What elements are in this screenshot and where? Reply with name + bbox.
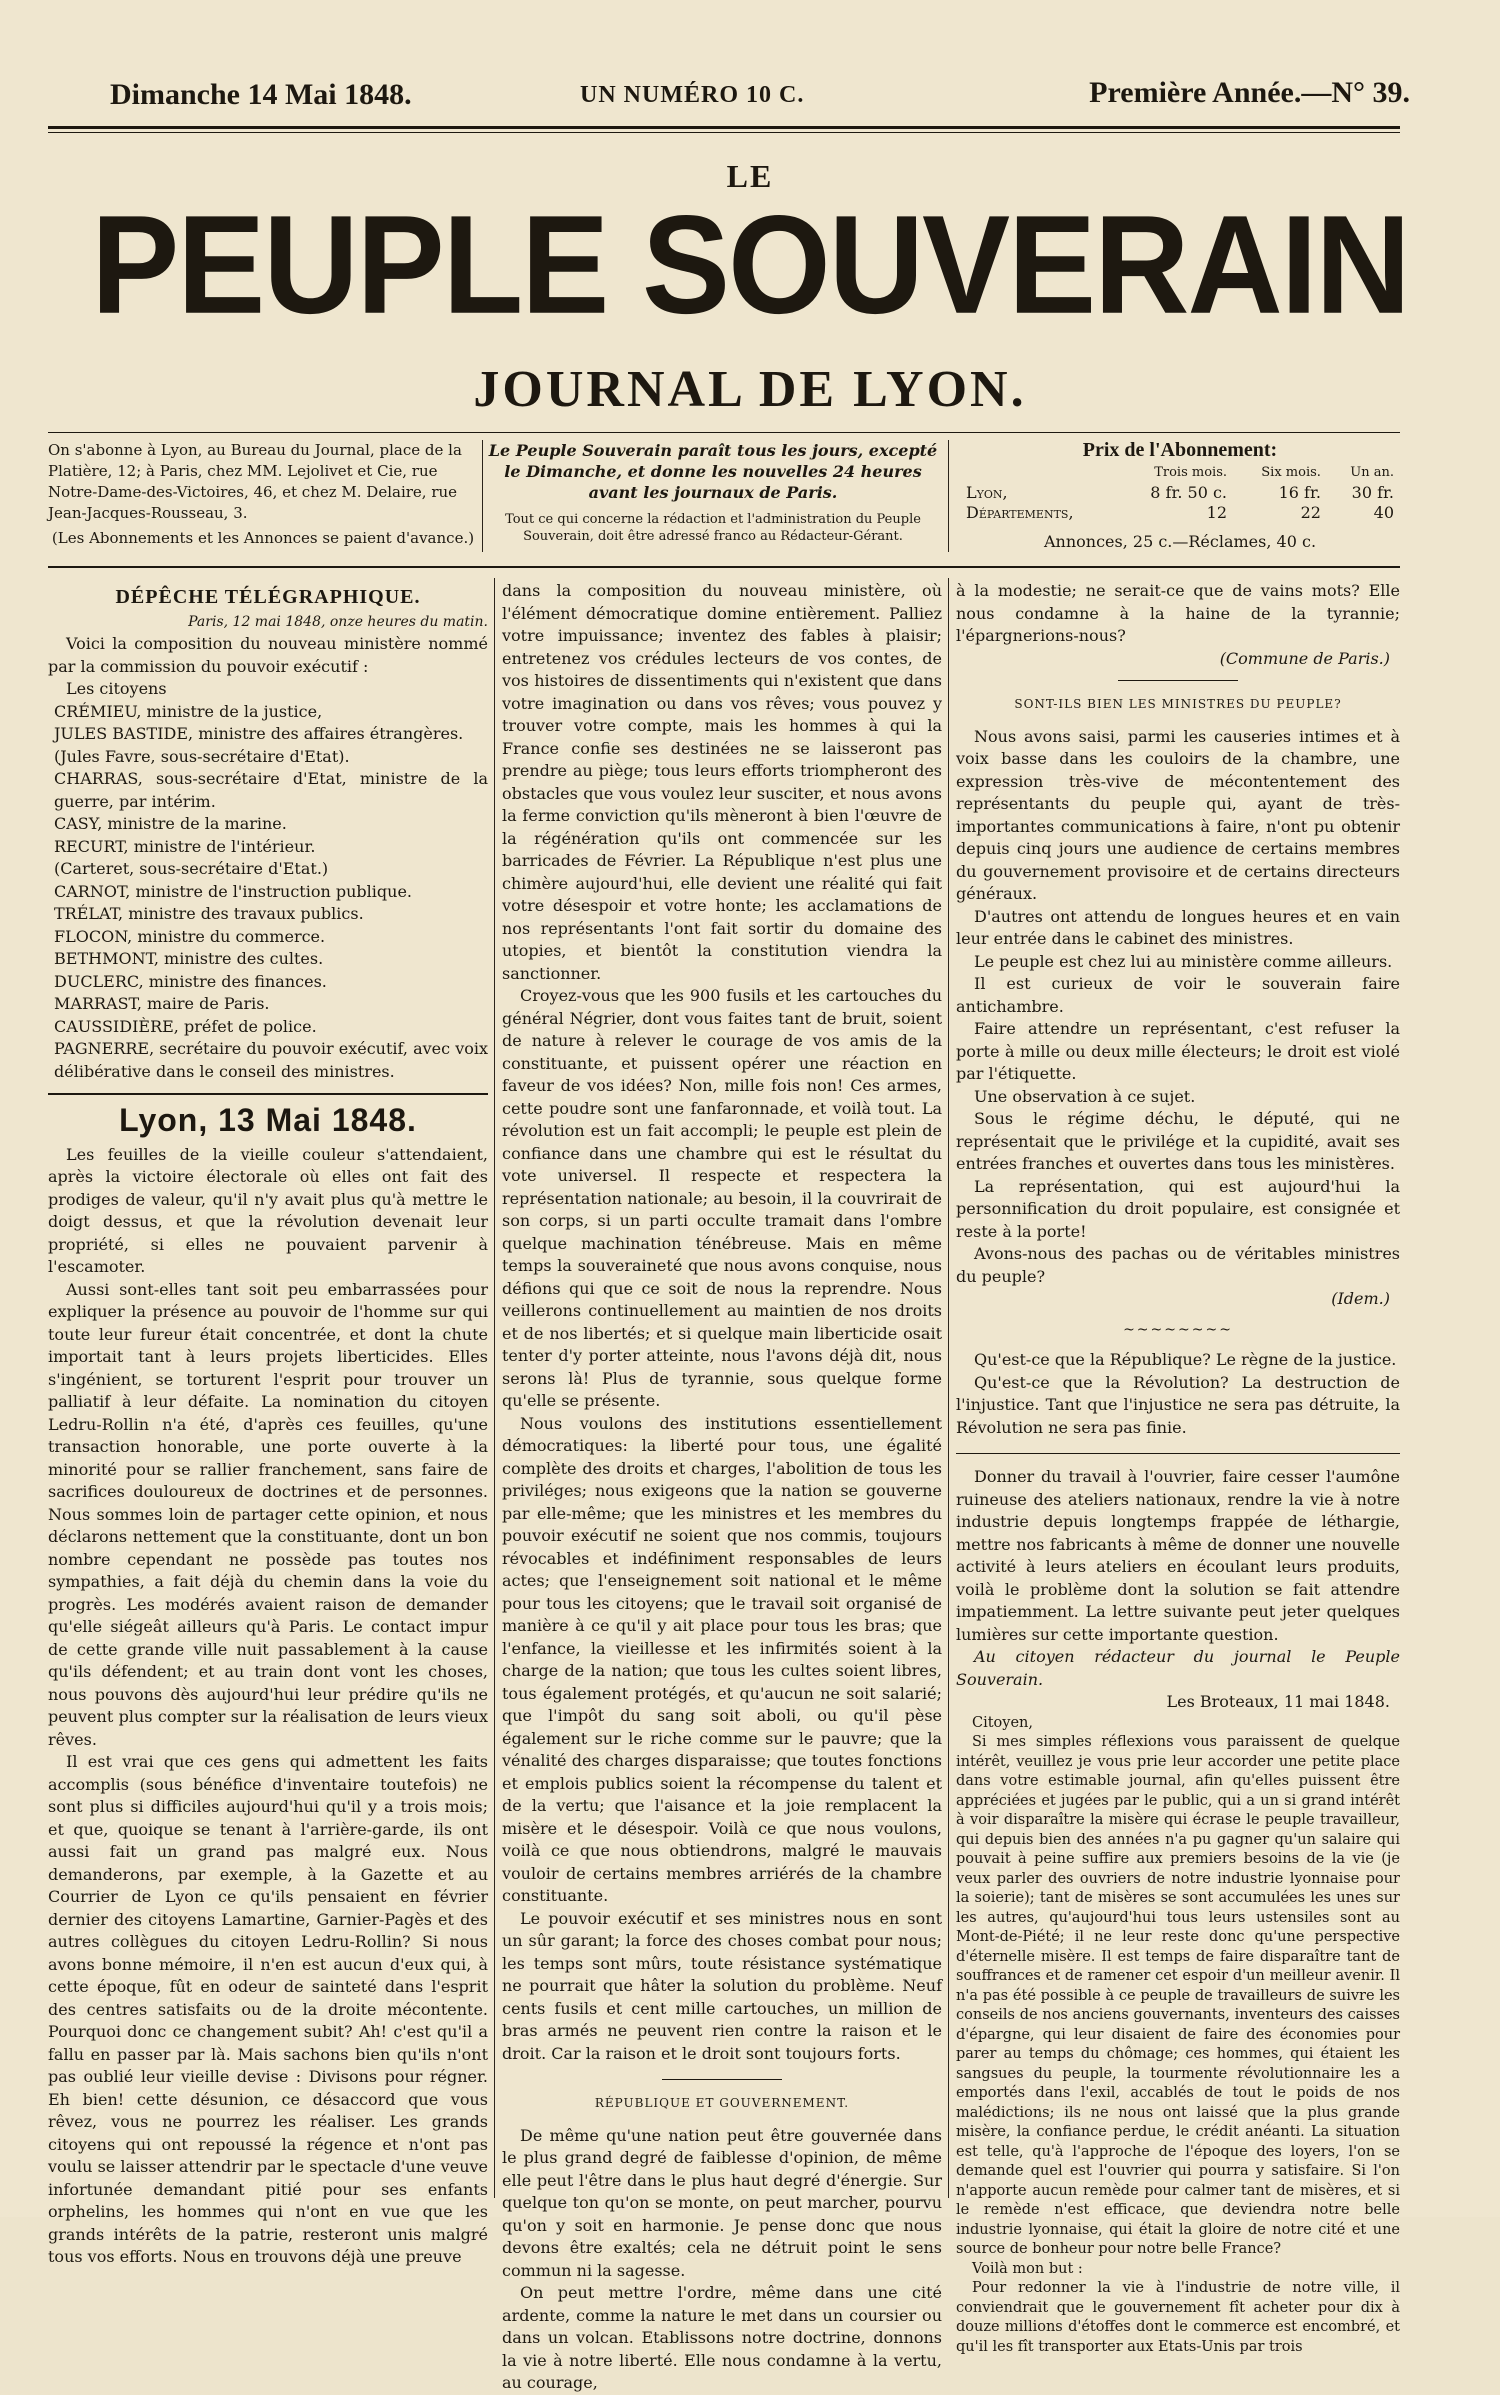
price-table-header <box>960 463 1400 483</box>
period-1y: Un an. <box>1350 465 1394 480</box>
dispatch-intro: Voici la composition du nouveau ministère nommé par la commission du pouvoir exécutif : <box>48 634 488 676</box>
list-item: CAUSSIDIÈRE, préfet de police. <box>54 1016 317 1036</box>
list-item: CHARRAS, sous-secrétaire d'Etat, ministre de la guerre, par intérim. <box>54 769 488 811</box>
publication-notice <box>488 440 938 545</box>
list-item: FLOCON, ministre du commerce. <box>54 926 326 946</box>
section-rule <box>956 1453 1400 1454</box>
issue-date: Dimanche 14 Mai 1848. <box>110 78 412 111</box>
column-divider-1 <box>494 578 495 2198</box>
letter-paragraph: Si mes simples réflexions vous paraissent de quelque intérêt, veuillez je vous prie leur accorder une petite place dans votre estimable journal, afin qu'elles puissent être appréciées et jugées par le public, qui a un si grand intérêt à voir disparaître la misère qui écrase le peuple travailleur, qui depuis bien des années n'a pu gagner qu'un salaire qui pouvait à peine suffire aux premiers besoins de la vie (je veux parler des ouvriers de notre industrie lyonnaise pour la soierie); tant de misères se sont accumulées les unes sur les autres, qu'aujourd'hui tous leurs ustensiles sont au Mont-de-Piété; il ne leur reste donc qu'une perspective d'éternelle misère. Il est temps de faire disparaître tant de souffrances et de ramener cet espoir d'un meilleur avenir. Il n'a pas été possible à ce peuple de travailleurs de suivre les conseils de nos anciens gouvernants, inventeurs des caisses d'épargne, qui leur disaient de faire des économies pour parer au temps du chômage; ces hommes, qui étaient les sangsues du peuple, la tourmente révolutionnaire les a emportés dans l'exil, accablés de tout le poids de nos malédictions; ils ne nous ont laissé que la plus grande misère, la confiance perdue, le crédit anéanti. La situation est telle, qu'à l'approche de l'époque des loyers, l'on se demande quel est l'ouvrier qui pourra y satisfaire. Si l'on n'apporte aucun remède pour calmer tant de misères, et si le remède n'est efficace, que deviendra notre belle industrie lyonnaise, qui était la gloire de notre cité et une source de bonheur pour notre belle France? <box>956 1734 1400 2257</box>
letter-salutation: Citoyen, <box>972 1714 1034 1731</box>
info-divider-2 <box>948 440 949 552</box>
article-paragraph: Le peuple est chez lui au ministère comme ailleurs. <box>974 951 1393 971</box>
editorial-address: Tout ce qui concerne la rédaction et l'administration du Peuple Souverain, doit être adressé franco au Rédacteur-Gérant. <box>505 512 921 544</box>
article-paragraph: Il est curieux de voir le souverain faire antichambre. <box>956 974 1400 1016</box>
period-3m: Trois mois. <box>1154 465 1228 480</box>
issue-price: UN NUMÉRO 10 C. <box>580 82 805 108</box>
list-item: RECURT, ministre de l'intérieur. <box>54 836 316 856</box>
price-heading: Prix de l'Abonnement: <box>1082 439 1278 461</box>
issue-number: Première Année.—N° 39. <box>1089 76 1410 109</box>
list-item: TRÉLAT, ministre des travaux publics. <box>54 904 364 923</box>
article-paragraph: Sous le régime déchu, le député, qui ne représentait que le privilége et la cupidité, avait ses entrées franches et ouvertes dans tous les ministères. <box>956 1109 1400 1173</box>
masthead-rule-top-thin <box>48 132 1400 133</box>
article-paragraph: On peut mettre l'ordre, même dans une cité ardente, comme la nature le met dans un coursier ou dans un volcan. Etablissons notre doctrine, donnons la vie à notre liberté. Elle nous condamne à la vertu, au courage, <box>502 2283 942 2392</box>
list-item: PAGNERRE, secrétaire du pouvoir exécutif, avec voix délibérative dans le conseil des ministres. <box>54 1039 488 1081</box>
quote-line: Qu'est-ce que la Révolution? La destruction de l'injustice. Tant que l'injustice ne sera pas détruite, la Révolution ne sera pas finie. <box>956 1372 1400 1437</box>
list-item: CASY, ministre de la marine. <box>54 814 287 833</box>
lyon-dateline: Lyon, 13 Mai 1848. <box>119 1102 417 1138</box>
section-heading: SONT-ILS BIEN LES MINISTRES DU PEUPLE? <box>1014 697 1342 711</box>
masthead-rule-top <box>48 126 1400 129</box>
article-paragraph: Avons-nous des pachas ou de véritables ministres du peuple? <box>956 1244 1400 1286</box>
source-citation: (Idem.) <box>1331 1289 1390 1308</box>
subscription-info <box>48 440 478 549</box>
info-divider-1 <box>482 440 483 552</box>
list-item: MARRAST, maire de Paris. <box>54 994 270 1013</box>
dispatch-title: DÉPÊCHE TÉLÉGRAPHIQUE. <box>115 586 421 608</box>
dispatch-citizens: Les citoyens <box>66 679 167 698</box>
letter-date: Les Broteaux, 11 mai 1848. <box>1166 1692 1390 1711</box>
article-paragraph: Le pouvoir exécutif et ses ministres nous en sont un sûr garant; la force des choses combat pour nous; les temps sont mûrs, toute résistance systématique ne pourrait que hâter la solution du problème. Neuf cents fusils et cent mille cartouches, un million de bras armés ne peuvent rien contre la raison et le droit. Car la raison et le droit sont toujours forts. <box>502 1908 942 2063</box>
article-paragraph: Nous avons saisi, parmi les causeries intimes et à voix basse dans les couloirs de la chambre, une expression très-vive de mécontentement des représentants du peuple qui, ayant de très-importantes communications à faire, n'ont pu obtenir depuis cinq jours une audience de certains membres du gouvernement provisoire et de certains directeurs généraux. <box>956 726 1400 903</box>
letter-body <box>956 1714 1400 2358</box>
section-rule <box>48 1093 488 1095</box>
price-row-departements: Départements, 12 22 40 <box>966 503 1394 522</box>
article-paragraph: Aussi sont-elles tant soit peu embarrassées pour expliquer la présence au pouvoir de l'homme sur qui toute leur fureur était concentrée, et dont la chute importait tant à leurs projets liberticides. Elles s'ingénient, se torturent l'esprit pour trouver un palliatif à leur défaite. La nomination du citoyen Ledru-Rollin n'a été, d'après ces feuilles, qu'une transaction honorable, une porte ouverte à la minorité pour se rallier franchement, sans faire de sacrifices douloureux de doctrines et de personnes. Nous sommes loin de partager cette opinion, et nous déclarons nettement que la constituante, dont un bon nombre cependant ne possède pas toutes nos sympathies, a fait déjà du chemin dans la voie du progrès. Les modérés avaient raison de demander qu'elle siégeât ailleurs qu'à Paris. Le contact impur de cette grande ville nuit passablement à la cause qu'ils défendent; et au train dont vont les choses, nous pouvons dès aujourd'hui leur prédire qu'ils ne peuvent plus compter sur la réalisation de leurs vieux rêves. <box>48 1279 488 1749</box>
price-row-lyon: Lyon, 8 fr. 50 c. 16 fr. 30 fr. <box>966 483 1394 502</box>
column-divider-2 <box>948 578 949 2198</box>
list-item: (Jules Favre, sous-secrétaire d'Etat). <box>54 746 350 766</box>
article-paragraph: D'autres ont attendu de longues heures et en vain leur entrée dans le cabinet des ministres. <box>956 906 1400 948</box>
price-table <box>960 463 1400 523</box>
list-item: CARNOT, ministre de l'instruction publique. <box>54 881 412 901</box>
article-paragraph: Faire attendre un représentant, c'est refuser la porte à mille ou deux mille électeurs; le droit est violé par l'étiquette. <box>956 1019 1400 1083</box>
column-3 <box>956 580 1400 2357</box>
newspaper-subtitle: JOURNAL DE LYON. <box>473 361 1027 418</box>
subscription-prices <box>960 440 1400 552</box>
section-rule <box>1118 680 1238 681</box>
article-paragraph: dans la composition du nouveau ministère, où l'élément démocratique domine entièrement. Palliez votre impuissance; inventez des fables à plaisir; entretenez vos crédules lecteurs de vos contes, de vos histoires de dissentiments qui n'existent que dans votre imagination ou dans vos rêves; vous pouvez y trouver votre compte, mais les hommes à qui la France confie ses destinées ne se laisseront pas prendre au piège; tous leurs efforts triompheront des obstacles que vous voulez leur susciter, et nous avons la ferme conviction qu'ils mèneront à bien l'œuvre de la régénération qu'ils ont commencée sur les barricades de Février. La République n'est plus une chimère aujourd'hui, elle devient une réalité qui fait votre désespoir et votre honte; les acclamations de nos représentants l'ont fait sortir du domaine des utopies, et bientôt la constitution viendra la sanctionner. <box>502 581 942 983</box>
article-paragraph: Les feuilles de la vieille couleur s'attendaient, après la victoire électorale où elles ont fait des prodiges de valeur, qu'il n'y avait plus qu'à mettre le doigt dessus, et que la révolution devenait leur propriété, si elles ne pouvaient parvenir à l'escamoter. <box>48 1144 488 1276</box>
article-paragraph: à la modestie; ne serait-ce que de vains mots? Elle nous condamne à la haine de la tyrannie; l'épargnerions-nous? <box>956 581 1400 645</box>
article-paragraph: Donner du travail à l'ouvrier, faire cesser l'aumône ruineuse des ateliers nationaux, rendre la vie à notre industrie depuis longtemps frappée de léthargie, mettre nos fabricants à même de donner une nouvelle activité à leurs ateliers en écoulant leurs produits, voilà le problème dont la solution se fait attendre impatiemment. La lettre suivante peut jeter quelques lumières sur cette importante question. <box>956 1467 1400 1644</box>
letter-paragraph: Pour redonner la vie à l'industrie de notre ville, il conviendrait que le gouvernement fît acheter pour dix à douze millions d'étoffes dont le commerce est encombré, et qu'il les fît transporter aux Etats-Unis par trois <box>956 2280 1400 2355</box>
payment-note: (Les Abonnements et les Annonces se paient d'avance.) <box>51 529 475 547</box>
list-item: DUCLERC, ministre des finances. <box>54 971 327 991</box>
list-item: CRÉMIEU, ministre de la justice, <box>54 701 323 721</box>
info-rule-bottom <box>48 566 1400 568</box>
article-paragraph: Nous voulons des institutions essentiellement démocratiques: la liberté pour tous, une égalité complète des droits et charges, l'abolition de tous les priviléges; nous exigeons que la nation se gouverne par elle-même; que les ministres et les membres du pouvoir exécutif ne soient que nos commis, toujours révocables et indéfiniment responsables de leurs actes; que l'enseignement soit national et le même pour tous les citoyens; que le travail soit organisé de manière à ce qu'il y ait place pour tous les bras; que l'enfance, la vieillesse et les infirmités soient à la charge de la nation; que tous les cultes soient libres, tous également protégés, et qu'aucun ne soit salarié; que l'impôt du sang soit aboli, ou qu'il pèse également sur le riche comme sur le pauvre; que la vénalité des charges disparaisse; que toutes fonctions et emplois publics soient la récompense du talent et de la vertu; que l'aisance et la joie remplacent la misère et le désespoir. Voilà ce que nous voulons, voilà ce que nous obtiendrons, malgré le mauvais vouloir de certains membres arriérés de la chambre constituante. <box>502 1413 942 1905</box>
letter-heading: Au citoyen rédacteur du journal le Peuple Souverain. <box>956 1647 1400 1689</box>
info-rule-top <box>48 432 1400 433</box>
quote-line: Qu'est-ce que la République? Le règne de la justice. <box>974 1350 1397 1369</box>
article-paragraph: La représentation, qui est aujourd'hui la personnification du droit populaire, est consignée et reste à la porte! <box>956 1176 1400 1241</box>
masthead-top-line <box>110 72 1410 112</box>
ornament-divider: ~~~~~~~~ <box>1123 1321 1233 1338</box>
list-item: JULES BASTIDE, ministre des affaires étrangères. <box>54 724 464 743</box>
newspaper-title: PEUPLE SOUVERAIN <box>91 186 1409 343</box>
section-rule <box>662 2079 782 2080</box>
article-paragraph: Une observation à ce sujet. <box>974 1086 1196 1106</box>
source-citation: (Commune de Paris.) <box>1219 648 1390 668</box>
article-paragraph: De même qu'une nation peut être gouvernée dans le plus grand degré de faiblesse d'opinion, de même elle peut l'être dans le plus haut degré d'énergie. Sur quelque ton qu'on se monte, on peut marcher, pourvu qu'on y soit en harmonie. Je pense donc que nous devons être exaltés; cela ne détruit point le sens commun ni la sagesse. <box>502 2125 942 2280</box>
section-heading: RÉPUBLIQUE ET GOUVERNEMENT. <box>594 2096 850 2110</box>
column-2 <box>502 580 942 2395</box>
publication-schedule: Le Peuple Souverain paraît tous les jours, excepté le Dimanche, et donne les nouvelles 24 heures avant les journaux de Paris. <box>488 441 938 502</box>
ministers-list <box>48 701 488 1084</box>
subscription-text: On s'abonne à Lyon, au Bureau du Journal, place de la Platière, 12; à Paris, chez MM. Lejolivet et Cie, rue Notre-Dame-des-Victoires, 46, et chez M. Delaire, rue Jean-Jacques-Rousseau, 3. <box>48 441 462 522</box>
dispatch-date: Paris, 12 mai 1848, onze heures du matin. <box>188 613 488 630</box>
article-paragraph: Il est vrai que ces gens qui admettent les faits accomplis (sous bénéfice d'inventaire toutefois) ne sont plus si difficiles aujourd'hui qu'il y a trois mois; et que, quoique se tenant à l'arrière-garde, ils ont aussi fait un grand pas malgré eux. Nous demanderons, par exemple, à la Gazette et au Courrier de Lyon ce qu'ils pensaient en février dernier des citoyens Lamartine, Garnier-Pagès et des autres collègues du citoyen Ledru-Rollin? Si nous avons bonne mémoire, il n'en est aucun d'eux qui, à cette époque, fût en odeur de sainteté dans l'esprit des centres satisfaits ou de la droite mécontente. Pourquoi donc ce changement subit? Ah! c'est qu'il a fallu en passer par là. Mais sachons bien qu'ils n'ont pas oublié leur vieille devise : Divisons pour régner. Eh bien! cette désunion, ce désaccord que vous rêvez, vous ne pourrez les réaliser. Les grands citoyens qui ont repoussé la régence et n'ont pas voulu se laisser attendrir par le spectacle d'une veuve infortunée demandant pitié pour ses enfants orphelins, les hommes qui n'ont en vue que les grands intérêts de la patrie, resteront unis malgré tous vos efforts. Nous en trouvons déjà une preuve <box>48 1752 488 2266</box>
letter-paragraph: Voilà mon but : <box>972 2260 1083 2277</box>
list-item: BETHMONT, ministre des cultes. <box>54 949 324 968</box>
article-paragraph: Croyez-vous que les 900 fusils et les cartouches du général Négrier, dont vous faites tant de bruit, soient de nature à relever le courage de vos amis de la constituante, et puissent opérer une réaction en faveur de vos idées? Non, mille fois non! Ces armes, cette poudre sont une fanfaronnade, et voilà tout. La révolution est un fait accompli; le peuple est plein de confiance dans une chambre qui est le résultat du vote universel. Il respecte et respectera la représentation nationale; au besoin, il la couvrirait de son corps, si un parti occulte tramait dans l'ombre quelque machination ténébreuse. Mais en même temps la souveraineté que nous avons conquise, nous défions qui que ce soit de nous la reprendre. Nous veillerons continuellement au maintien de nos droits et de nos libertés; et si quelque main liberticide osait tenter d'y porter atteinte, nous l'avons déjà dit, nous serons là! Plus de tyrannie, sous quelque forme qu'elle se présente. <box>502 986 942 1410</box>
period-6m: Six mois. <box>1261 465 1321 480</box>
column-1 <box>48 580 488 2269</box>
title-article: LE <box>726 158 774 194</box>
list-item: (Carteret, sous-secrétaire d'Etat.) <box>54 859 329 878</box>
ad-rates: Annonces, 25 c.—Réclames, 40 c. <box>1043 532 1317 551</box>
